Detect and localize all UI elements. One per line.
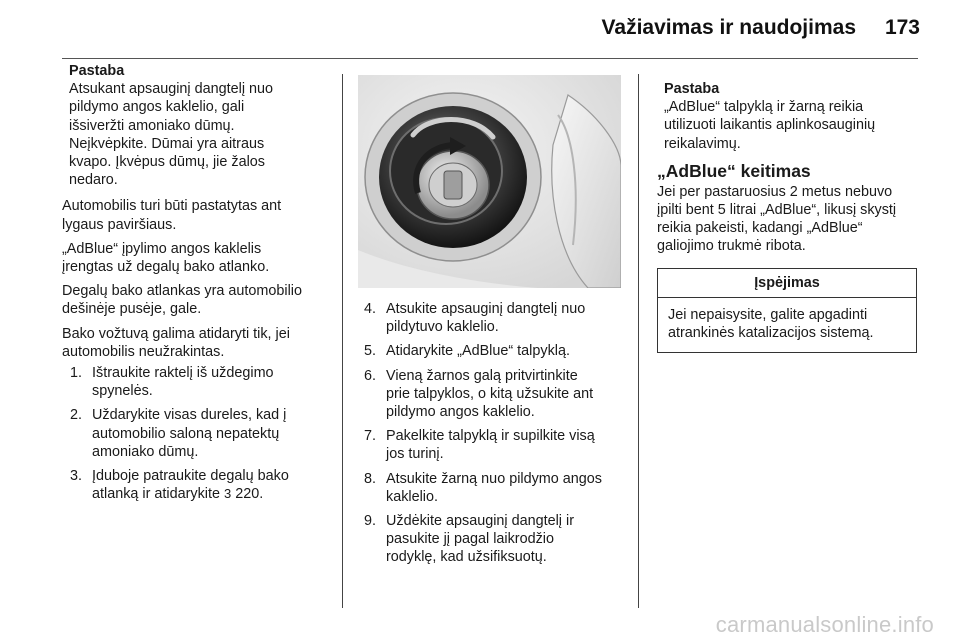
step-line: amoniako dūmų.	[92, 443, 199, 460]
step-line: kaklelio.	[386, 488, 438, 505]
step-line: Vieną žarnos galą pritvirtinkite	[386, 367, 578, 384]
column-divider-left	[342, 74, 343, 608]
left-column	[62, 62, 334, 509]
step-number: 9.	[364, 513, 377, 530]
step-number: 8.	[364, 470, 377, 487]
note-line: kvapo. Įkvėpus dūmų, jie žalos	[69, 154, 265, 171]
middle-column	[364, 300, 632, 573]
section-heading: „AdBlue“ keitimas	[657, 160, 811, 181]
step-number: 6.	[364, 367, 377, 384]
step-line: pasukite jį pagal laikrodžio	[386, 531, 554, 548]
section-body	[657, 183, 923, 256]
page-number: 173	[884, 16, 920, 39]
step-line: Atsukite apsauginį dangtelį nuo	[386, 301, 586, 317]
paragraph	[62, 282, 334, 318]
paragraph	[62, 240, 334, 276]
note-line: Neįkvėpkite. Dūmai yra aitraus	[69, 135, 265, 152]
step-line: Pakelkite talpyklą ir supilkite visą	[386, 428, 595, 445]
right-column	[657, 80, 923, 353]
page-reference-link[interactable]: 220.	[231, 486, 264, 503]
step-item	[364, 342, 632, 360]
section-line: Jei per pastaruosius 2 metus nebuvo	[657, 183, 893, 200]
step-number: 3.	[70, 468, 83, 485]
paragraph-line: automobilis neužrakintas.	[62, 343, 225, 360]
note-title: Pastaba	[664, 81, 720, 97]
note-line: išsiveržti amoniako dūmų.	[69, 117, 235, 134]
paragraph-line: dešinėje pusėje, gale.	[62, 301, 202, 318]
note-line: „AdBlue“ talpyklą ir žarną reikia	[664, 99, 864, 116]
step-item	[364, 470, 632, 506]
step-item	[364, 367, 632, 422]
warning-box	[657, 268, 917, 354]
paragraph-line: „AdBlue“ įpylimo angos kaklelis	[62, 240, 262, 257]
warning-body	[658, 298, 916, 352]
step-number: 4.	[364, 301, 377, 317]
watermark-text: carmanualsonline.info	[715, 612, 934, 637]
steps-list	[364, 300, 632, 567]
section-line: galiojimo trukmė ribota.	[657, 238, 806, 255]
step-line: pildymo angos kaklelio.	[386, 404, 535, 421]
step-item	[70, 406, 334, 461]
step-line: spynelės.	[92, 383, 153, 400]
warning-line: Jei nepaisysite, galite apgadinti	[668, 306, 868, 323]
step-item	[70, 364, 334, 400]
page-header-title: Važiavimas ir naudojimas	[601, 16, 856, 39]
note-line: reikalavimų.	[664, 135, 741, 152]
step-item	[70, 467, 334, 503]
note-box	[62, 62, 334, 189]
fuel-filler-illustration	[358, 75, 621, 288]
note-title: Pastaba	[69, 63, 125, 79]
step-line: Atidarykite „AdBlue“ talpyklą.	[386, 343, 570, 360]
step-line: automobilio saloną nepatektų	[92, 425, 280, 442]
filler-cap-drawing	[358, 75, 621, 288]
step-number: 5.	[364, 343, 377, 360]
step-line: rodyklę, kad užsifiksuotų.	[386, 549, 547, 566]
step-item	[364, 300, 632, 336]
note-line: nedaro.	[69, 172, 118, 189]
steps-list	[62, 364, 334, 503]
step-line: Ištraukite raktelį iš uždegimo	[92, 365, 274, 382]
paragraph-line: Automobilis turi būti pastatytas ant	[62, 198, 282, 215]
step-number: 2.	[70, 407, 83, 424]
note-line: pildymo angos kaklelio, gali	[69, 99, 245, 116]
note-line: Atsukant apsauginį dangtelį nuo	[69, 81, 274, 98]
section-line: įpilti bent 5 litrai „AdBlue“, likusį skystį	[657, 202, 897, 219]
step-line: Įduboje patraukite degalų bako	[92, 468, 289, 485]
step-number: 7.	[364, 428, 377, 445]
column-divider-right	[638, 74, 639, 608]
paragraph	[62, 197, 334, 233]
paragraph	[62, 325, 334, 361]
paragraph-line: Bako vožtuvą galima atidaryti tik, jei	[62, 325, 290, 342]
paragraph-line: Degalų bako atlankas yra automobilio	[62, 283, 302, 300]
step-line: pildytuvo kaklelio.	[386, 319, 499, 336]
warning-title: Įspėjimas	[658, 269, 916, 298]
note-line: utilizuoti laikantis aplinkosauginių	[664, 117, 876, 134]
paragraph-line: lygaus paviršiaus.	[62, 216, 177, 233]
step-line: jos turinį.	[386, 446, 444, 463]
step-number: 1.	[70, 365, 83, 382]
step-line: Uždarykite visas dureles, kad į	[92, 407, 287, 424]
page-reference-icon[interactable]: 3	[223, 486, 232, 502]
step-line: Atsukite žarną nuo pildymo angos	[386, 470, 602, 487]
step-line: atlanką ir atidarykite	[92, 486, 220, 503]
note-box	[657, 80, 923, 153]
step-item	[364, 512, 632, 567]
step-line: prie talpyklos, o kitą užsukite ant	[386, 385, 594, 402]
paragraph-line: įrengtas už degalų bako atlanko.	[62, 259, 270, 276]
warning-line: atrankinės katalizacijos sistemą.	[668, 325, 874, 342]
step-item	[364, 427, 632, 463]
section-line: reikia pakeisti, kadangi „AdBlue“	[657, 220, 863, 237]
header-rule	[62, 58, 918, 59]
step-line: Uždėkite apsauginį dangtelį ir	[386, 513, 574, 530]
